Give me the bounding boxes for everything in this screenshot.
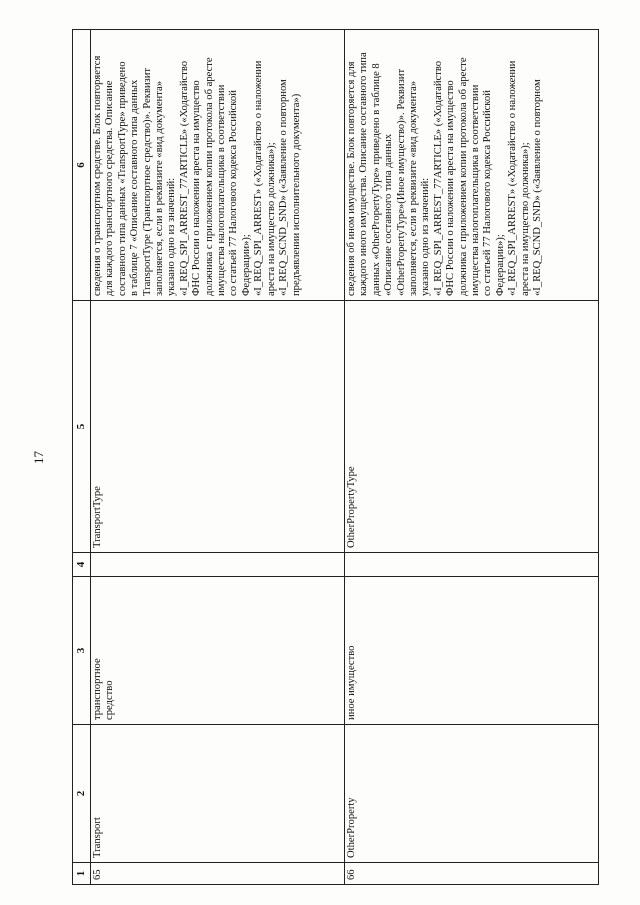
table-header-row (73, 30, 91, 885)
element-label (91, 577, 345, 725)
label-line: средство (104, 680, 116, 720)
description-line: «I_REQ_SPI_ARREST_77ARTICLE» («Ходатайство (432, 60, 444, 296)
description-line: «I_REQ_SCND_SND» («Заявление о повторном (532, 79, 544, 296)
description-line: для каждого транспортного средства. Описание (104, 80, 116, 296)
data-table (72, 29, 599, 885)
description-line: Федерации»); (240, 234, 252, 296)
description-line: «I_REQ_SCND_SND» («Заявление о повторном (278, 79, 290, 296)
rotated-content (32, 30, 612, 885)
label-line: иное имущество (346, 645, 357, 720)
element-label (345, 577, 599, 725)
description-line: указано одно из значений: (166, 177, 178, 296)
description-line: сведения о транспортном средстве. Блок повторяется (92, 55, 103, 296)
description-line: «I_REQ_SPI_ARREST» («Ходатайство о наложении (253, 60, 265, 296)
description-line: заполняется, если в реквизите «вид документа» (408, 81, 420, 296)
element-description (345, 30, 599, 301)
description-line: «I_REQ_SPI_ARREST_77ARTICLE» («Ходатайство (178, 60, 190, 296)
description-line: заполняется, если в реквизите «вид документа» (154, 81, 166, 296)
description-line: TransportType (Транспортное средство)». Реквизит (141, 67, 153, 296)
page-number: 17 (31, 451, 46, 464)
description-line: в таблице 7 «Описание составного типа данных (129, 79, 141, 296)
table-row (345, 30, 599, 885)
description-line: Федерации»); (494, 234, 506, 296)
description-line: имущества налогоплательщика в соответствии (470, 84, 482, 296)
description-line: «I_REQ_SPI_ARREST» («Ходатайство о наложении (507, 60, 519, 296)
description-line: указано одно из значений: (420, 177, 432, 296)
element-type: OtherPropertyType (345, 301, 599, 553)
header-col-2: 2 (73, 725, 91, 863)
description-line: имущества налогоплательщика в соответствии (216, 84, 228, 296)
description-line: должника с приложением копии протокола об аресте (203, 57, 215, 296)
header-col-5: 5 (73, 301, 91, 553)
header-col-4: 4 (73, 553, 91, 577)
element-flag (91, 553, 345, 577)
row-number: 65 (91, 863, 345, 885)
header-col-1: 1 (73, 863, 91, 885)
description-line: составного типа данных «TransportType» приведено (116, 61, 128, 296)
row-number: 66 (345, 863, 599, 885)
element-flag (345, 553, 599, 577)
header-col-3: 3 (73, 577, 91, 725)
element-name: OtherProperty (345, 725, 599, 863)
description-line: со статьей 77 Налогового кодекса Российской (228, 90, 240, 296)
label-line: транспортное (92, 658, 103, 720)
description-line: сведения об ином имуществе. Блок повторяется для (346, 61, 357, 296)
header-col-6: 6 (73, 30, 91, 301)
description-line: каждого иного имущества. Описание составного типа (358, 52, 370, 296)
description-line: ФНС России о наложении ареста на имущество (445, 80, 457, 296)
description-line: ареста на имущество должника»); (519, 142, 531, 296)
description-line: «Описание составного типа данных (383, 133, 395, 296)
description-line: «OtherPropertyType»(Иное имущество)». Реквизит (395, 68, 407, 296)
description-line: ареста на имущество должника»); (265, 142, 277, 296)
element-type: TransportType (91, 301, 345, 553)
description-line: должника с приложением копии протокола об аресте (457, 57, 469, 296)
description-line: данных «OtherPropertyType» приведено в таблице 8 (370, 63, 382, 296)
description-line: ФНС России о наложении ареста на имущество (191, 80, 203, 296)
description-line: предъявлении исполнительного документа») (290, 93, 302, 296)
table-row (91, 30, 345, 885)
element-name: Transport (91, 725, 345, 863)
element-description (91, 30, 345, 301)
description-line: со статьей 77 Налогового кодекса Российской (482, 90, 494, 296)
